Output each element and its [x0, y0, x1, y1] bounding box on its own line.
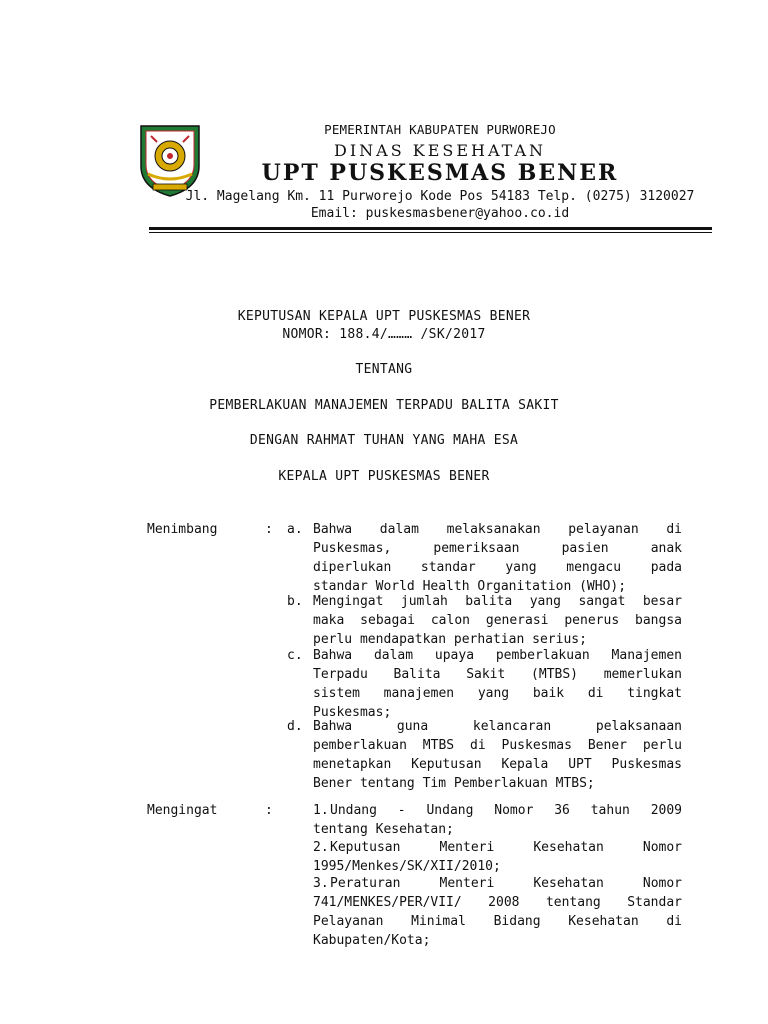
list-item-line: menetapkan Keputusan Kepala UPT Puskesmas: [313, 757, 682, 772]
list-item-line: Peraturan Menteri Kesehatan Nomor: [330, 876, 682, 891]
mengingat-colon: :: [265, 803, 273, 818]
mengingat-item-3-marker: 3.: [313, 876, 329, 891]
list-item-line: Mengingat jumlah balita yang sangat besar: [313, 594, 682, 609]
header-divider-thin: [149, 232, 712, 233]
header-divider-thick: [149, 227, 712, 230]
list-item-line: perlu mendapatkan perhatian serius;: [313, 632, 587, 647]
header-address: Jl. Magelang Km. 11 Purworejo Kode Pos 54183 Telp. (0275) 3120027: [185, 189, 695, 204]
menimbang-item-d-marker: d.: [287, 719, 303, 734]
menimbang-item-b-marker: b.: [287, 594, 303, 609]
list-item-line: 1995/Menkes/SK/XII/2010;: [313, 859, 501, 874]
list-item-line: Kabupaten/Kota;: [313, 933, 431, 948]
menimbang-colon: :: [265, 522, 273, 537]
decree-title: KEPUTUSAN KEPALA UPT PUSKESMAS BENER: [237, 309, 531, 324]
list-item-line: standar World Health Organitation (WHO);: [313, 579, 627, 594]
list-item-line: Terpadu Balita Sakit (MTBS) memerlukan: [313, 667, 682, 682]
list-item-line: tentang Kesehatan;: [313, 822, 454, 837]
decree-subject: PEMBERLAKUAN MANAJEMEN TERPADU BALITA SAKIT: [209, 398, 559, 413]
decree-number: NOMOR: 188.4/……… /SK/2017: [282, 327, 486, 342]
mengingat-item-1-marker: 1.: [313, 803, 329, 818]
list-item-line: Bahwa guna kelancaran pelaksanaan: [313, 719, 682, 734]
header-department-line: DINAS KESEHATAN: [333, 141, 546, 160]
decree-about-label: TENTANG: [355, 362, 413, 377]
decree-issuer: KEPALA UPT PUSKESMAS BENER: [278, 469, 490, 484]
list-item-line: Keputusan Menteri Kesehatan Nomor: [330, 840, 682, 855]
list-item-line: Pelayanan Minimal Bidang Kesehatan di: [313, 914, 682, 929]
list-item-line: Puskesmas;: [313, 705, 392, 720]
header-institution-name: UPT PUSKESMAS BENER: [261, 160, 619, 186]
decree-invocation: DENGAN RAHMAT TUHAN YANG MAHA ESA: [249, 433, 519, 448]
list-item-line: Bahwa dalam melaksanakan pelayanan di: [313, 522, 682, 537]
header-email: Email: puskesmasbener@yahoo.co.id: [310, 206, 570, 221]
mengingat-label: Mengingat: [147, 803, 218, 818]
list-item-line: Undang - Undang Nomor 36 tahun 2009: [330, 803, 682, 818]
list-item-line: Bahwa dalam upaya pemberlakuan Manajemen: [313, 648, 682, 663]
menimbang-item-a-marker: a.: [287, 522, 303, 537]
mengingat-item-2-marker: 2.: [313, 840, 329, 855]
list-item-line: diperlukan standar yang mengacu pada: [313, 560, 682, 575]
list-item-line: 741/MENKES/PER/VII/ 2008 tentang Standar: [313, 895, 682, 910]
list-item-line: pemberlakuan MTBS di Puskesmas Bener perlu: [313, 738, 682, 753]
menimbang-item-c-marker: c.: [287, 648, 303, 663]
header-government-line: PEMERINTAH KABUPATEN PURWOREJO: [324, 122, 556, 137]
list-item-line: maka sebagai calon generasi penerus bangsa: [313, 613, 682, 628]
list-item-line: Bener tentang Tim Pemberlakuan MTBS;: [313, 776, 595, 791]
list-item-line: sistem manajemen yang baik di tingkat: [313, 686, 682, 701]
list-item-line: Puskesmas, pemeriksaan pasien anak: [313, 541, 682, 556]
menimbang-label: Menimbang: [147, 522, 218, 537]
